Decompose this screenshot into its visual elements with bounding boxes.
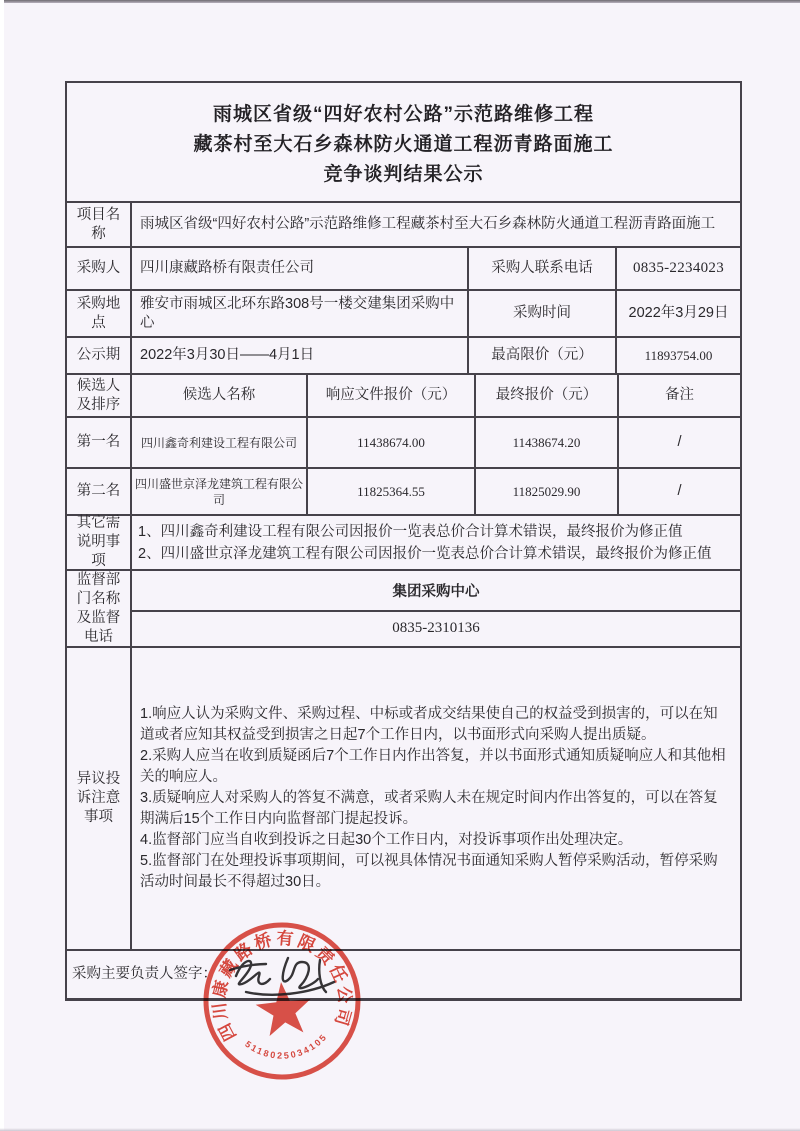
candidate-2-doc-price: 11825364.55 [306,469,474,514]
document-title [67,83,740,201]
project-name-value: 雨城区省级“四好农村公路”示范路维修工程藏茶村至大石乡森林防火通道工程沥青路面施工 [130,203,740,246]
candidate-name-header: 候选人名称 [130,375,306,416]
candidate-2-remark: / [617,469,740,514]
candidate-1-remark: / [617,418,740,467]
candidate-row-1 [67,416,740,467]
row-candidates-header [67,373,740,416]
purchaser-label: 采购人 [76,260,121,276]
row-location [67,289,740,336]
purchaser-phone-value: 0835-2234023 [615,248,740,289]
stamp-company-name: 四川康藏路桥有限责任公司 [209,928,355,1044]
scan-top-edge [0,0,800,3]
objection-content [130,648,740,949]
candidate-1-final-price: 11438674.20 [474,418,617,467]
candidate-row-2 [67,467,740,514]
supervision-phone: 0835-2310136 [132,610,740,646]
other-note-2: 2、四川盛世京泽龙建筑工程有限公司因报价一览表总价合计算术错误，最终报价为修正值 [138,545,712,562]
max-price-value: 11893754.00 [615,338,740,373]
other-notes-content [130,516,740,569]
location-label: 采购地点 [76,295,121,331]
objection-item-3: 3.质疑响应人对采购人的答复不满意，或者采购人未在规定时间内作出答复的，可以在答复期满后15个工作日内向监督部门提起投诉。 [140,790,718,827]
row-objection-notes [67,646,740,949]
title-line-1: 雨城区省级“四好农村公路”示范路维修工程 [212,104,594,125]
purchase-time-value: 2022年3月29日 [615,291,740,336]
max-price-label: 最高限价（元） [467,338,615,373]
signature-label: 采购主要负责人签字： [72,966,217,982]
purchaser-phone-label: 采购人联系电话 [467,248,615,289]
row-publicity-period [67,336,740,373]
row-other-notes [67,514,740,569]
supervision-department: 集团采购中心 [392,583,480,600]
objection-item-1: 1.响应人认为采购文件、采购过程、中标或者成交结果使自己的权益受到损害的，可以在知道或者应知其权益受到损害之日起7个工作日内，以书面形式向采购人提出质疑。 [140,706,718,743]
candidate-2-final-price: 11825029.90 [474,469,617,514]
location-value: 雅安市雨城区北环东路308号一楼交建集团采购中心 [130,291,467,336]
candidate-2-rank: 第二名 [76,483,121,499]
supervision-label: 监督部门名称及监督电话 [76,571,121,645]
purchaser-value: 四川康藏路桥有限责任公司 [130,248,467,289]
scan-left-edge [0,0,4,1131]
publicity-label: 公示期 [76,347,121,363]
remark-header: 备注 [617,375,740,416]
project-name-label: 项目名称 [76,206,121,242]
candidates-rank-header: 候选人及排序 [76,377,121,413]
title-line-3: 竞争谈判结果公示 [323,164,484,185]
row-purchaser [67,246,740,289]
objection-label: 异议投诉注意事项 [76,771,121,825]
objection-item-4: 4.监督部门应当自收到投诉之日起30个工作日内，对投诉事项作出处理决定。 [140,832,633,848]
supervision-content [130,571,740,646]
candidate-1-name: 四川鑫奇利建设工程有限公司 [130,418,306,467]
other-notes-label: 其它需说明事项 [76,515,121,569]
stamp-registration-number: 5118025034105 [243,1031,330,1061]
candidate-1-rank: 第一名 [76,434,121,450]
title-line-2: 藏茶村至大石乡森林防火通道工程沥青路面施工 [193,134,614,155]
row-signature [67,949,740,998]
row-project-name [67,201,740,246]
objection-item-5: 5.监督部门在处理投诉事项期间，可以视具体情况书面通知采购人暂停采购活动，暂停采购活动时间最长不得超过30日。 [140,853,718,890]
other-note-1: 1、四川鑫奇利建设工程有限公司因报价一览表总价合计算术错误，最终报价为修正值 [138,523,683,540]
announcement-table [65,81,742,1001]
final-price-header: 最终报价（元） [474,375,617,416]
doc-price-header: 响应文件报价（元） [306,375,474,416]
candidate-1-doc-price: 11438674.00 [306,418,474,467]
handwritten-signature [222,946,362,1008]
publicity-value: 2022年3月30日——4月1日 [130,338,467,373]
row-supervision [67,569,740,646]
candidate-2-name: 四川盛世京泽龙建筑工程有限公司 [130,469,306,514]
objection-item-2: 2.采购人应当在收到质疑函后7个工作日内作出答复，并以书面形式通知质疑响应人和其他相关的响应人。 [140,748,726,785]
purchase-time-label: 采购时间 [467,291,615,336]
svg-text:5118025034105 [242,1030,331,1064]
